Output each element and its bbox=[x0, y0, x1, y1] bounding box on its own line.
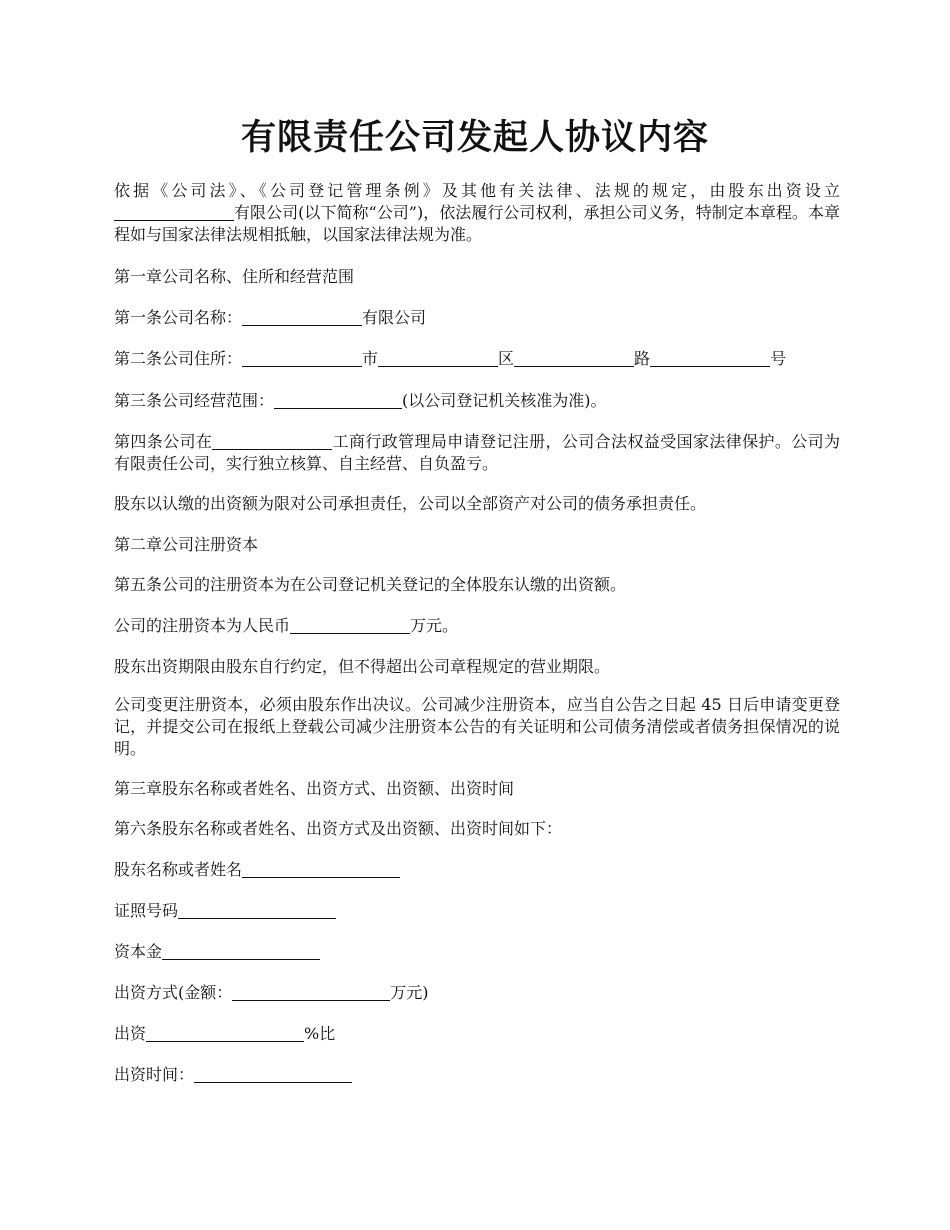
intro-paragraph bbox=[114, 180, 840, 246]
capital-label: 公司的注册资本为人民币 bbox=[114, 616, 291, 635]
contribution-amount-field[interactable] bbox=[232, 984, 390, 1001]
article-3-label: 第三条公司经营范围： bbox=[114, 391, 275, 410]
shareholder-name-field[interactable] bbox=[242, 861, 400, 878]
shareholder-name-row bbox=[114, 859, 840, 881]
contribution-time-row bbox=[114, 1064, 840, 1086]
capital-fund-field[interactable] bbox=[162, 943, 320, 960]
number-label: 号 bbox=[770, 349, 787, 368]
contribution-ratio-label: 出资 bbox=[114, 1024, 147, 1043]
capital-fund-row bbox=[114, 941, 840, 963]
license-number-label: 证照号码 bbox=[114, 901, 179, 920]
road-label: 路 bbox=[634, 349, 651, 368]
chapter-2-heading: 第二章公司注册资本 bbox=[114, 535, 259, 554]
contribution-method-row bbox=[114, 982, 840, 1004]
article-4-label: 第四条公司在 bbox=[114, 432, 213, 451]
capital-unit: 万元。 bbox=[410, 616, 459, 635]
intro-text-1: 依据《公司法》、《公司登记管理条例》及其他有关法律、法规的规定，由股东出资设立 bbox=[114, 181, 840, 200]
contribution-method-unit: 万元) bbox=[390, 983, 429, 1002]
chapter-3-heading: 第三章股东名称或者姓名、出资方式、出资额、出资时间 bbox=[114, 779, 515, 798]
article-1-suffix: 有限公司 bbox=[362, 308, 427, 327]
company-name-field[interactable] bbox=[242, 309, 362, 326]
liability-paragraph: 股东以认缴的出资额为限对公司承担责任，公司以全部资产对公司的债务承担责任。 bbox=[114, 494, 707, 513]
article-1-label: 第一条公司名称： bbox=[114, 308, 243, 327]
article-3-suffix: (以公司登记机关核准为准)。 bbox=[402, 391, 607, 410]
contribution-method-label: 出资方式(金额： bbox=[114, 983, 233, 1002]
contribution-time-label: 出资时间： bbox=[114, 1065, 195, 1084]
contribution-ratio-field[interactable] bbox=[146, 1025, 304, 1042]
district-field[interactable] bbox=[378, 350, 498, 367]
contribution-ratio-row bbox=[114, 1023, 840, 1045]
registered-capital bbox=[114, 615, 840, 637]
contribution-ratio-unit: %比 bbox=[304, 1024, 336, 1043]
article-4 bbox=[114, 431, 840, 475]
document-title: 有限责任公司发起人协议内容 bbox=[240, 117, 709, 158]
contribution-term: 股东出资期限由股东自行约定，但不得超出公司章程规定的营业期限。 bbox=[114, 657, 611, 676]
intro-text-2: 有限公司(以下简称“公司”)，依法履行公司权利，承担公司义务，特制定本章程。本章程如与国家法律法规相抵触，以国家法律法规为准。 bbox=[114, 203, 840, 244]
capital-fund-label: 资本金 bbox=[114, 942, 163, 961]
article-1 bbox=[114, 307, 840, 329]
chapter-1-heading: 第一章公司名称、住所和经营范围 bbox=[114, 267, 355, 286]
article-6: 第六条股东名称或者姓名、出资方式及出资额、出资时间如下： bbox=[114, 819, 563, 838]
number-field[interactable] bbox=[650, 350, 770, 367]
license-number-field[interactable] bbox=[178, 902, 336, 919]
article-5: 第五条公司的注册资本为在公司登记机关登记的全体股东认缴的出资额。 bbox=[114, 575, 627, 594]
company-name-blank[interactable] bbox=[114, 204, 234, 221]
road-field[interactable] bbox=[514, 350, 634, 367]
business-scope-field[interactable] bbox=[274, 392, 402, 409]
district-label: 区 bbox=[498, 349, 515, 368]
contribution-time-field[interactable] bbox=[194, 1066, 352, 1083]
capital-amount-field[interactable] bbox=[290, 617, 410, 634]
article-4-text: 工商行政管理局申请登记注册，公司合法权益受国家法律保护。公司为有限责任公司，实行独立核算、自主经营、自负盈亏。 bbox=[114, 432, 840, 473]
shareholder-name-label: 股东名称或者姓名 bbox=[114, 860, 243, 879]
city-field[interactable] bbox=[242, 350, 362, 367]
city-label: 市 bbox=[362, 349, 379, 368]
article-3 bbox=[114, 390, 840, 412]
registration-authority-field[interactable] bbox=[212, 433, 332, 450]
article-2 bbox=[114, 348, 840, 370]
license-number-row bbox=[114, 900, 840, 922]
capital-change-paragraph: 公司变更注册资本，必须由股东作出决议。公司减少注册资本，应当自公告之日起 45 日后申请变更登记，并提交公司在报纸上登载公司减少注册资本公告的有关证明和公司债务清偿或者债务担保情况的说明。 bbox=[114, 695, 840, 758]
article-2-label: 第二条公司住所： bbox=[114, 349, 243, 368]
